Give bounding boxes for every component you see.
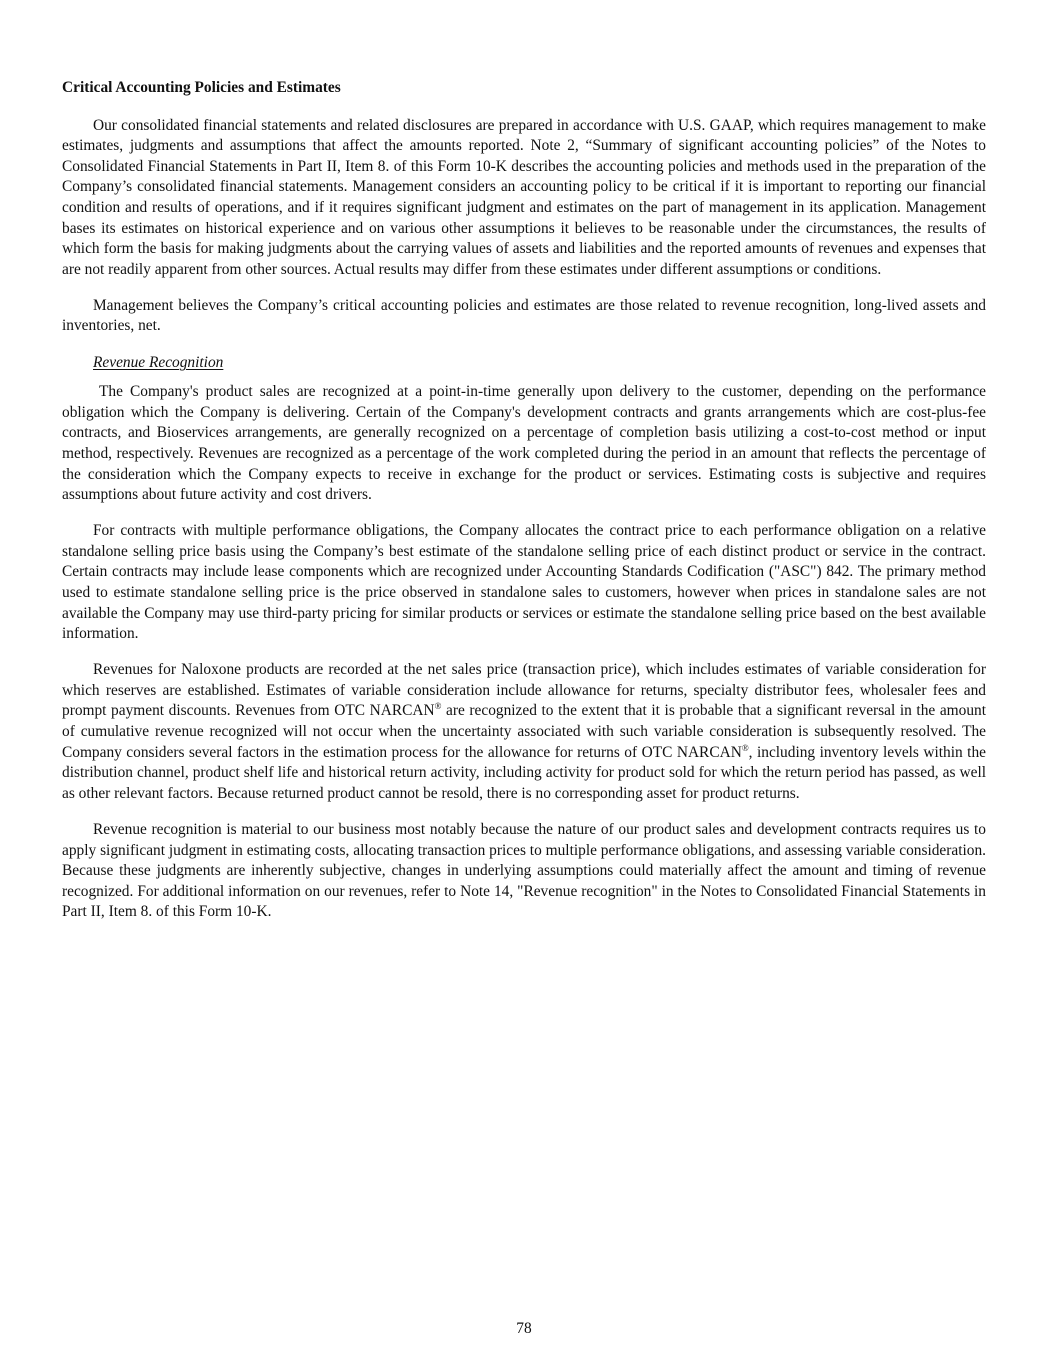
- page-number: 78: [516, 1320, 532, 1337]
- paragraph-naloxone: [62, 660, 986, 804]
- naloxone-text-part1: Revenues for Naloxone products are recorded at the net sales price (transaction price), which includes estimates of variable consideration for which reserves are established. Estimates of variable consideration include allowance for returns, specialty distributor fees, wholesaler fees and prompt payment discounts. Revenues from OTC NARCAN: [62, 661, 986, 720]
- naloxone-text-part3: , including inventory levels within the distribution channel, product shelf life and historical return activity, including activity for product sold for which the return period has passed, as well as other relevant factors. Because returned product cannot be resold, there is no corresponding asset for product returns.: [62, 743, 986, 802]
- paragraph-materiality: Revenue recognition is material to our business most notably because the nature of our product sales and development contracts requires us to apply significant judgment in estimating costs, allocating transaction prices to multiple performance obligations, and assessing variable consideration. Because these judgments are inherently subjective, changes in underlying assumptions could materially affect the amount and timing of revenue recognized. For additional information on our revenues, refer to Note 14, "Revenue recognition" in the Notes to Consolidated Financial Statements in Part II, Item 8. of this Form 10-K.: [62, 820, 986, 921]
- naloxone-text-part2: are recognized to the extent that it is probable that a significant reversal in the amount of cumulative revenue recognized will not occur when the uncertainty associated with such variable consideration is subsequently resolved. The Company considers several factors in the estimation process for the allowance for returns of OTC NARCAN: [62, 702, 986, 761]
- section-heading: Critical Accounting Policies and Estimates: [62, 79, 341, 96]
- paragraph-multiple-obligations: For contracts with multiple performance obligations, the Company allocates the contract price to each performance obligation on a relative standalone selling price basis using the Company’s best estimate of the standalone selling price of each distinct product or service in the contract. Certain contracts may include lease components which are recognized under Accounting Standards Codification ("ASC") 842. The primary method used to estimate standalone selling price is the price observed in standalone sales to customers, however when prices in standalone sales are not available the Company may use third-party pricing for similar products or services or estimate the standalone selling price based on the best available information.: [62, 522, 986, 643]
- document-body: [62, 78, 986, 938]
- registered-mark: ®: [741, 742, 749, 753]
- paragraph-intro: Our consolidated financial statements and related disclosures are prepared in accordance with U.S. GAAP, which requires management to make estimates, judgments and assumptions that affect the amounts reported. Note 2, “Summary of significant accounting policies” of the Notes to Consolidated Financial Statements in Part II, Item 8. of this Form 10-K describes the accounting policies and methods used in the preparation of the Company’s consolidated financial statements. Management considers an accounting policy to be critical if it is important to reporting our financial condition and results of operations, and if it requires significant judgment and estimates on the part of management in its application. Management bases its estimates on historical experience and on various other assumptions it believes to be reasonable under the circumstances, the results of which form the basis for making judgments about the carrying values of assets and liabilities and the reported amounts of revenues and expenses that are not readily apparent from other sources. Actual results may differ from these estimates under different assumptions or conditions.: [62, 116, 986, 278]
- paragraph-critical-policies: Management believes the Company’s critical accounting policies and estimates are those related to revenue recognition, long-lived assets and inventories, net.: [62, 296, 986, 335]
- registered-mark: ®: [434, 701, 442, 712]
- paragraph-product-sales: The Company's product sales are recognized at a point-in-time generally upon delivery to the customer, depending on the performance obligation which the Company is delivering. Certain of the Company's development contracts and grants arrangements which are cost-plus-fee contracts, and Bioservices arrangements, are generally recognized on a percentage of completion basis utilizing a cost-to-cost method or input method, respectively. Revenues are recognized as a percentage of the work completed during the period in an amount that reflects the percentage of the consideration which the Company expects to receive in exchange for the product or services. Estimating costs is subjective and requires assumptions about future activity and cost drivers.: [62, 383, 986, 504]
- subheading-revenue-recognition: Revenue Recognition: [93, 353, 224, 371]
